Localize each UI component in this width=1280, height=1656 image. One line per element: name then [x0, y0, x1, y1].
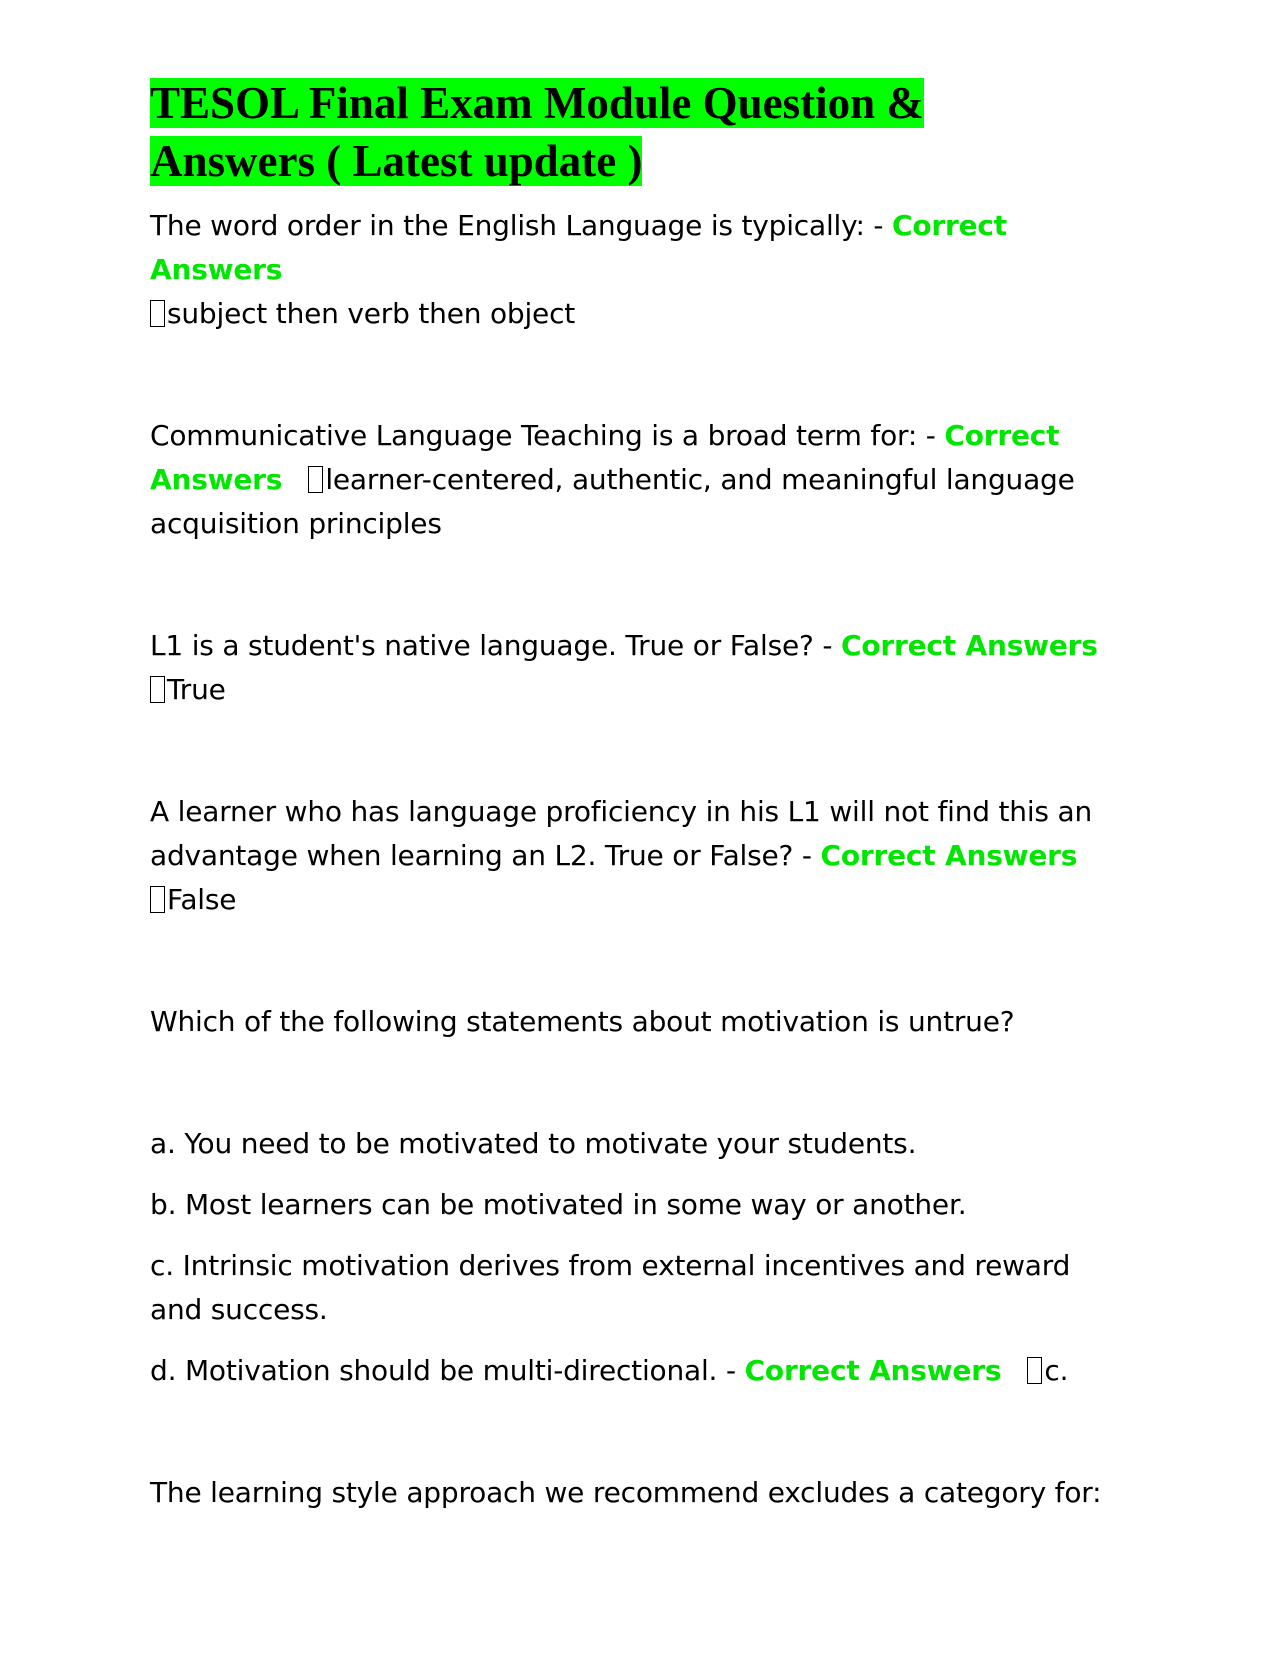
qa-item-4	[150, 790, 1130, 922]
option-d-text: d. Motivation should be multi-directional. -	[150, 1354, 745, 1387]
option-c: c. Intrinsic motivation derives from external incentives and reward and success.	[150, 1249, 1071, 1326]
missing-glyph-icon	[1027, 1357, 1042, 1384]
answer-text: False	[167, 883, 237, 916]
answer-text: subject then verb then object	[167, 297, 576, 330]
correct-answers-label: Correct Answers	[744, 1354, 1002, 1387]
qa-item-2	[150, 414, 1130, 546]
correct-answers-label: Correct Answers	[150, 209, 1007, 286]
missing-glyph-icon	[150, 676, 165, 703]
motivation-question: Which of the following statements about motivation is untrue?	[150, 1005, 1015, 1038]
question-text: L1 is a student's native language. True or False? -	[150, 629, 841, 662]
missing-glyph-icon	[150, 300, 165, 327]
correct-answers-label: Correct Answers	[840, 629, 1098, 662]
title-line-2: Answers ( Latest update )	[150, 136, 643, 186]
correct-answers-label: Correct Answers	[820, 839, 1078, 872]
title-line-1: TESOL Final Exam Module Question &	[150, 78, 924, 128]
qa-item-3	[150, 624, 1130, 712]
answer-text: True	[167, 673, 226, 706]
option-a: a. You need to be motivated to motivate your students.	[150, 1127, 917, 1160]
question-text: Communicative Language Teaching is a broad term for: -	[150, 419, 945, 452]
question-text: The word order in the English Language is typically: -	[150, 209, 892, 242]
option-b: b. Most learners can be motivated in some way or another.	[150, 1188, 967, 1221]
answer-text: learner-centered, authentic, and meaningful language acquisition principles	[150, 463, 1075, 540]
qa-item-1	[150, 204, 1130, 336]
document-page	[150, 74, 1130, 1515]
missing-glyph-icon	[308, 466, 323, 493]
answer-text: c.	[1044, 1354, 1069, 1387]
document-title	[150, 74, 1130, 190]
missing-glyph-icon	[150, 886, 165, 913]
option-d	[150, 1349, 1130, 1393]
last-question: The learning style approach we recommend excludes a category for:	[150, 1476, 1102, 1509]
question-text: A learner who has language proficiency in his L1 will not find this an advantage when learning an L2. True or False? -	[150, 795, 1093, 872]
correct-answers-label: Correct Answers	[150, 419, 1060, 496]
